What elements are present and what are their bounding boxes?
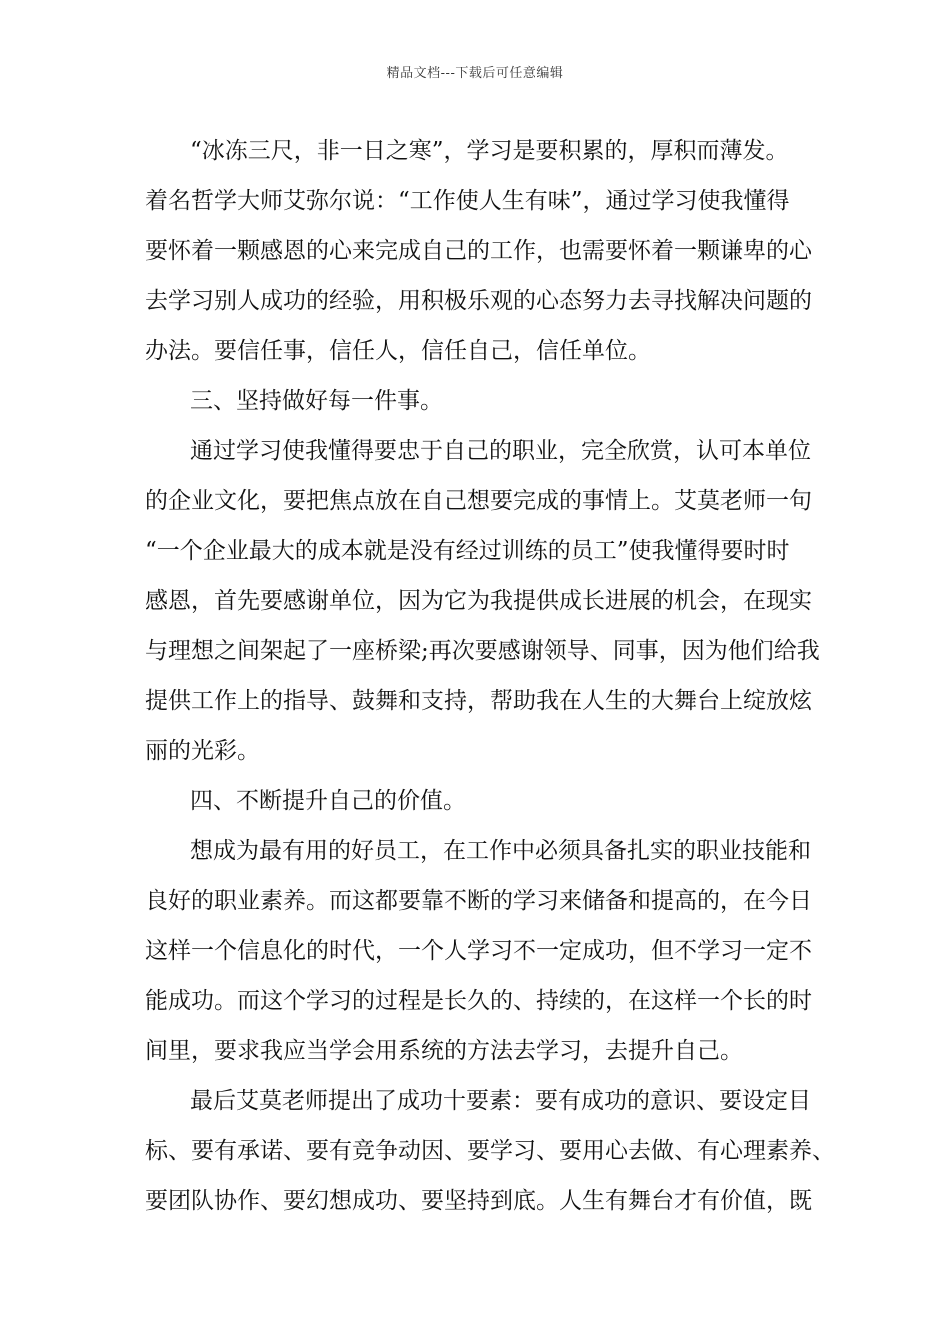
section-heading: 三、坚持做好每一件事。	[190, 388, 443, 414]
text-line: 丽的光彩。	[145, 738, 260, 764]
text-line: 提供工作上的指导、鼓舞和支持，帮助我在人生的大舞台上绽放炫	[145, 688, 812, 714]
text-line: “冰冻三尺，非一日之寒”，学习是要积累的，厚积而薄发。	[190, 138, 789, 164]
text-line: 通过学习使我懂得要忠于自己的职业，完全欣赏，认可本单位	[190, 438, 811, 464]
page-header: 精品文档---下载后可任意编辑	[386, 66, 564, 81]
text-line: 这样一个信息化的时代，一个人学习不一定成功，但不学习一定不	[145, 938, 812, 964]
text-line: “一个企业最大的成本就是没有经过训练的员工”使我懂得要时时	[145, 538, 790, 564]
text-line: 想成为最有用的好员工，在工作中必须具备扎实的职业技能和	[190, 838, 811, 864]
text-line: 要团队协作、要幻想成功、要坚持到底。人生有舞台才有价值，既	[145, 1188, 812, 1214]
text-line: 感恩，首先要感谢单位，因为它为我提供成长进展的机会，在现实	[145, 588, 812, 614]
text-line: 的企业文化，要把焦点放在自己想要完成的事情上。艾莫老师一句	[145, 488, 812, 514]
text-line: 与理想之间架起了一座桥梁;再次要感谢领导、同事，因为他们给我	[145, 638, 820, 664]
text-line: 标、要有承诺、要有竞争动因、要学习、要用心去做、有心理素养、	[145, 1138, 835, 1164]
section-heading: 四、不断提升自己的价值。	[190, 788, 466, 814]
text-line: 要怀着一颗感恩的心来完成自己的工作，也需要怀着一颗谦卑的心	[145, 238, 812, 264]
text-line: 最后艾莫老师提出了成功十要素：要有成功的意识、要设定目	[190, 1088, 811, 1114]
text-line: 着名哲学大师艾弥尔说：“工作使人生有味”，通过学习使我懂得	[145, 188, 790, 214]
text-line: 能成功。而这个学习的过程是长久的、持续的，在这样一个长的时	[145, 988, 812, 1014]
text-line: 去学习别人成功的经验，用积极乐观的心态努力去寻找解决问题的	[145, 288, 812, 314]
text-line: 良好的职业素养。而这都要靠不断的学习来储备和提高的，在今日	[145, 888, 812, 914]
text-line: 办法。要信任事，信任人，信任自己，信任单位。	[145, 338, 651, 364]
text-line: 间里，要求我应当学会用系统的方法去学习，去提升自己。	[145, 1038, 743, 1064]
